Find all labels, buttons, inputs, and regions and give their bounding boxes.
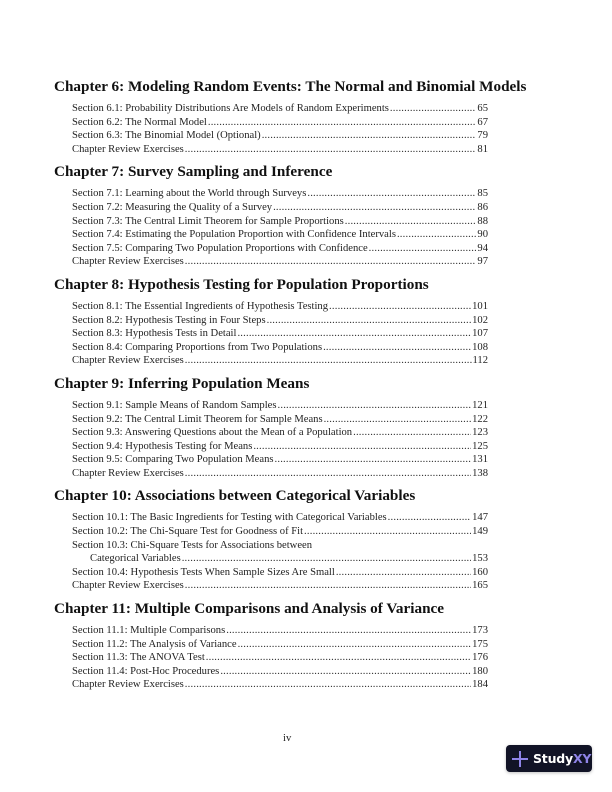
entry-label: Chapter Review Exercises [72, 679, 184, 691]
leader-dots [238, 638, 472, 652]
entry-label: Chapter Review Exercises [72, 143, 184, 155]
plus-icon [512, 751, 528, 767]
entry-label: Section 8.2: Hypothesis Testing in Four Steps [72, 314, 266, 326]
leader-dots [237, 327, 471, 341]
entry-page: 147 [472, 512, 488, 524]
entry-label: Section 8.3: Hypothesis Tests in Detail [72, 328, 237, 340]
leader-dots [185, 255, 477, 269]
brand-accent: XY [572, 751, 592, 766]
chapter-title: Chapter 7: Survey Sampling and Inference [54, 163, 333, 181]
chapter-11 [54, 600, 488, 692]
toc-entry[interactable] [72, 102, 488, 116]
toc-entry-wrapped[interactable] [72, 539, 488, 553]
entry-label: Section 10.3: Chi-Square Tests for Associations between [72, 539, 313, 551]
leader-dots [185, 467, 471, 481]
leader-dots [345, 215, 477, 229]
entry-label: Chapter Review Exercises [72, 256, 184, 268]
toc-entry[interactable] [72, 453, 488, 467]
entry-page: 94 [477, 242, 488, 254]
toc-entry[interactable] [72, 413, 488, 427]
entry-page: 122 [472, 413, 488, 425]
entry-page: 149 [472, 526, 488, 538]
leader-dots [226, 624, 471, 638]
page-number: iv [283, 733, 292, 744]
toc-entry[interactable] [72, 579, 488, 593]
entry-page: 160 [472, 566, 488, 578]
entry-label: Section 7.1: Learning about the World through Surveys [72, 188, 307, 200]
entry-label: Section 10.1: The Basic Ingredients for Testing with Categorical Variables [72, 512, 387, 524]
leader-dots [390, 102, 477, 116]
toc-entry-continuation[interactable] [72, 552, 488, 566]
toc-entry[interactable] [72, 678, 488, 692]
leader-dots [369, 242, 477, 256]
entry-label: Section 11.2: The Analysis of Variance [72, 638, 237, 650]
chapter-10 [54, 487, 488, 593]
entry-page: 153 [472, 553, 488, 565]
entry-page: 108 [472, 341, 488, 353]
toc-entry[interactable] [72, 566, 488, 580]
toc-entry[interactable] [72, 440, 488, 454]
entry-label: Chapter Review Exercises [72, 580, 184, 592]
toc-entry[interactable] [72, 638, 488, 652]
chapter-8 [54, 276, 488, 368]
leader-dots [253, 440, 471, 454]
entry-label: Section 9.4: Hypothesis Testing for Means [72, 440, 253, 452]
brand-main: Study [533, 751, 573, 766]
leader-dots [329, 300, 471, 314]
chapter-title: Chapter 11: Multiple Comparisons and Analysis of Variance [54, 600, 444, 618]
toc-entry[interactable] [72, 399, 488, 413]
entry-label: Section 7.3: The Central Limit Theorem for Sample Proportions [72, 215, 344, 227]
leader-dots [304, 525, 471, 539]
leader-dots [185, 579, 471, 593]
leader-dots [388, 511, 471, 525]
toc-entry[interactable] [72, 651, 488, 665]
studyxy-watermark-badge[interactable] [506, 745, 592, 772]
leader-dots [307, 187, 476, 201]
entry-label: Section 11.1: Multiple Comparisons [72, 625, 226, 637]
toc-entry[interactable] [72, 201, 488, 215]
leader-dots [336, 566, 471, 580]
toc-entry[interactable] [72, 327, 488, 341]
entry-label: Section 11.4: Post-Hoc Procedures [72, 665, 220, 677]
entry-page: 165 [472, 580, 488, 592]
entry-page: 125 [472, 440, 488, 452]
chapter-7 [54, 163, 488, 269]
entry-label: Section 9.5: Comparing Two Population Means [72, 454, 274, 466]
toc-entry[interactable] [72, 116, 488, 130]
table-of-contents [54, 78, 527, 699]
leader-dots [278, 399, 472, 413]
entry-page: 88 [477, 215, 488, 227]
entry-label: Section 8.1: The Essential Ingredients of Hypothesis Testing [72, 300, 329, 312]
entry-label: Section 9.2: The Central Limit Theorem for Sample Means [72, 413, 323, 425]
toc-entry[interactable] [72, 426, 488, 440]
toc-entry[interactable] [72, 143, 488, 157]
leader-dots [262, 129, 477, 143]
entry-page: 85 [477, 188, 488, 200]
entry-page: 65 [477, 103, 488, 114]
entry-label: Section 9.1: Sample Means of Random Samples [72, 399, 277, 411]
entry-page: 102 [472, 314, 488, 326]
toc-entry[interactable] [72, 467, 488, 481]
chapter-title: Chapter 10: Associations between Categorical Variables [54, 487, 416, 505]
toc-entry[interactable] [72, 242, 488, 256]
leader-dots [324, 413, 472, 427]
entry-label: Section 6.1: Probability Distributions Are Models of Random Experiments [72, 103, 389, 114]
leader-dots [185, 678, 471, 692]
entry-page: 67 [477, 116, 488, 128]
entry-label: Section 9.3: Answering Questions about the Mean of a Population [72, 427, 353, 439]
entry-page: 138 [472, 467, 488, 479]
leader-dots [208, 116, 477, 130]
entry-page: 180 [472, 665, 488, 677]
entry-label: Chapter Review Exercises [72, 355, 184, 367]
toc-entry[interactable] [72, 300, 488, 314]
entry-label: Section 6.3: The Binomial Model (Optional) [72, 130, 261, 142]
entry-page: 112 [472, 355, 488, 367]
entry-page: 107 [472, 328, 488, 340]
entry-page: 97 [477, 256, 488, 268]
entry-page: 90 [477, 229, 488, 241]
toc-entry[interactable] [72, 129, 488, 143]
brand-name [533, 751, 591, 766]
toc-entry[interactable] [72, 354, 488, 368]
entry-label: Section 7.2: Measuring the Quality of a Survey [72, 201, 273, 213]
leader-dots [206, 651, 471, 665]
leader-dots [397, 228, 476, 242]
entry-label: Section 11.3: The ANOVA Test [72, 652, 205, 664]
chapter-title: Chapter 6: Modeling Random Events: The Normal and Binomial Models [54, 78, 527, 95]
leader-dots [267, 314, 472, 328]
leader-dots [275, 453, 472, 467]
toc-entry[interactable] [72, 511, 488, 525]
leader-dots [220, 665, 471, 679]
entry-label: Section 8.4: Comparing Proportions from Two Populations [72, 341, 323, 353]
entry-page: 101 [472, 300, 488, 312]
leader-dots [182, 552, 471, 566]
entry-page: 81 [477, 143, 488, 155]
entry-label: Section 6.2: The Normal Model [72, 116, 207, 128]
leader-dots [353, 426, 471, 440]
toc-entry[interactable] [72, 228, 488, 242]
entry-page: 176 [472, 652, 488, 664]
entry-page: 79 [477, 130, 488, 142]
toc-entry[interactable] [72, 525, 488, 539]
entry-page: 131 [472, 454, 488, 466]
toc-entry[interactable] [72, 314, 488, 328]
entry-label: Section 10.2: The Chi-Square Test for Goodness of Fit [72, 526, 304, 538]
leader-dots [185, 354, 472, 368]
entry-page: 173 [472, 625, 488, 637]
entry-page: 123 [472, 427, 488, 439]
leader-dots [323, 341, 471, 355]
chapter-9 [54, 375, 488, 481]
entry-label-continuation: Categorical Variables [90, 553, 181, 565]
chapter-title: Chapter 8: Hypothesis Testing for Population Proportions [54, 275, 429, 293]
entry-label: Section 7.4: Estimating the Population Proportion with Confidence Intervals [72, 229, 396, 241]
entry-page: 175 [472, 638, 488, 650]
toc-entry[interactable] [72, 187, 488, 201]
chapter-title: Chapter 9: Inferring Population Means [54, 374, 310, 392]
toc-entry[interactable] [72, 665, 488, 679]
entry-page: 184 [472, 679, 488, 691]
entry-page: 86 [477, 201, 488, 213]
toc-entry[interactable] [72, 341, 488, 355]
entry-label: Section 10.4: Hypothesis Tests When Sample Sizes Are Small [72, 566, 335, 578]
entry-label: Chapter Review Exercises [72, 467, 184, 479]
toc-entry[interactable] [72, 624, 488, 638]
toc-entry[interactable] [72, 255, 488, 269]
entry-page: 121 [472, 399, 488, 411]
entry-label: Section 7.5: Comparing Two Population Proportions with Confidence [72, 242, 368, 254]
chapter-6 [54, 78, 527, 156]
leader-dots [185, 143, 477, 157]
toc-entry[interactable] [72, 215, 488, 229]
leader-dots [273, 201, 476, 215]
